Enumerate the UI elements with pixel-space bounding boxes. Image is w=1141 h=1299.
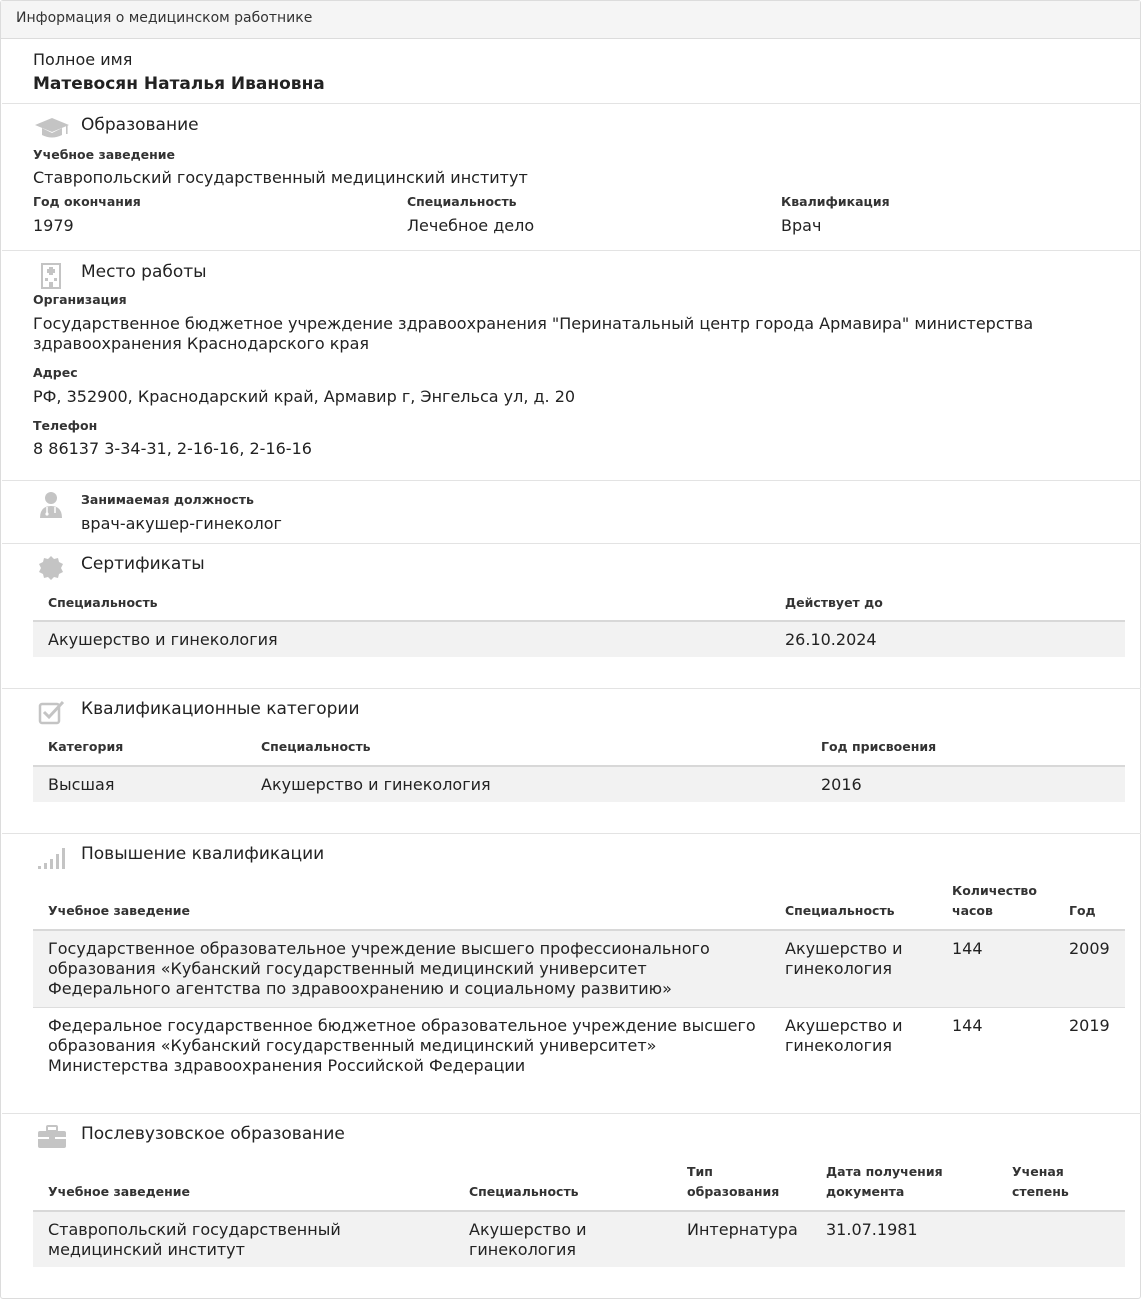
cat-header-category: Категория xyxy=(48,739,124,754)
categories-title: Квалификационные категории xyxy=(81,699,360,719)
grad-year-label: Год окончания xyxy=(33,194,141,209)
pg-header-degree: Ученая степень xyxy=(1012,1164,1069,1199)
grad-year-value: 1979 xyxy=(33,216,74,235)
full-name: Матевосян Наталья Ивановна xyxy=(33,74,325,94)
tr-header-specialty: Специальность xyxy=(785,903,895,918)
row-separator xyxy=(33,1007,1125,1008)
graduation-cap-icon xyxy=(34,115,70,141)
certificates-title: Сертификаты xyxy=(81,554,205,574)
table-row xyxy=(33,767,1125,802)
divider xyxy=(2,480,1141,481)
position-label: Занимаемая должность xyxy=(81,492,254,507)
edu-specialty-label: Специальность xyxy=(407,194,517,209)
address-label: Адрес xyxy=(33,365,78,380)
address-value: РФ, 352900, Краснодарский край, Армавир г, Энгельса ул, д. 20 xyxy=(33,387,576,406)
phone-value: 8 86137 3-34-31, 2-16-16, 2-16-16 xyxy=(33,439,312,458)
tr-row1-hours: 144 xyxy=(952,939,983,958)
pg-header-date: Дата получения документа xyxy=(826,1164,943,1199)
cert-cell-valid-until: 26.10.2024 xyxy=(785,630,877,649)
divider xyxy=(2,688,1141,689)
organization-label: Организация xyxy=(33,292,127,307)
qualification-label: Квалификация xyxy=(781,194,890,209)
hospital-building-icon xyxy=(39,261,63,289)
signal-bars-icon xyxy=(37,844,67,870)
doctor-icon xyxy=(38,491,64,519)
tr-row1-institution: Государственное образовательное учреждение высшего профессионального образования «Кубанский государственный медицинский университет Федерального агентства по здравоохранению и социальному развитию» xyxy=(48,939,710,998)
tr-header-hours: Количество часов xyxy=(952,883,1037,918)
training-title: Повышение квалификации xyxy=(81,844,325,864)
cert-cell-specialty: Акушерство и гинекология xyxy=(48,630,278,649)
tr-row1-year: 2009 xyxy=(1069,939,1110,958)
briefcase-icon xyxy=(37,1124,67,1150)
tr-row1-specialty: Акушерство и гинекология xyxy=(785,939,903,978)
education-title: Образование xyxy=(81,115,199,135)
full-name-label: Полное имя xyxy=(33,50,133,69)
divider xyxy=(2,833,1141,834)
panel-title: Информация о медицинском работнике xyxy=(1,1,1140,39)
pg-header-type: Тип образования xyxy=(687,1164,780,1199)
work-title: Место работы xyxy=(81,262,207,282)
certificate-seal-icon xyxy=(38,555,64,581)
qualification-value: Врач xyxy=(781,216,822,235)
phone-label: Телефон xyxy=(33,418,98,433)
institution-label: Учебное заведение xyxy=(33,147,176,162)
tr-row2-hours: 144 xyxy=(952,1016,983,1035)
tr-header-year: Год xyxy=(1069,903,1096,918)
divider xyxy=(2,103,1141,104)
pg-header-specialty: Специальность xyxy=(469,1184,579,1199)
pg-header-institution: Учебное заведение xyxy=(48,1184,191,1199)
institution-value: Ставропольский государственный медицинский институт xyxy=(33,168,528,187)
organization-value: Государственное бюджетное учреждение здравоохранения "Перинатальный центр города Армавира" министерства здравоохранения Краснодарского края xyxy=(33,314,1034,353)
cat-cell-specialty: Акушерство и гинекология xyxy=(261,775,491,794)
position-value: врач-акушер-гинеколог xyxy=(81,514,282,533)
checkbox-icon xyxy=(38,699,66,725)
divider xyxy=(2,1113,1141,1114)
postgrad-title: Послевузовское образование xyxy=(81,1124,345,1144)
divider xyxy=(2,250,1141,251)
cat-header-specialty: Специальность xyxy=(261,739,371,754)
tr-row2-specialty: Акушерство и гинекология xyxy=(785,1016,903,1055)
cat-cell-category: Высшая xyxy=(48,775,115,794)
tr-row2-year: 2019 xyxy=(1069,1016,1110,1035)
pg-cell-date: 31.07.1981 xyxy=(826,1220,918,1239)
edu-specialty-value: Лечебное дело xyxy=(407,216,535,235)
pg-cell-type: Интернатура xyxy=(687,1220,798,1239)
tr-header-institution: Учебное заведение xyxy=(48,903,191,918)
cat-cell-year: 2016 xyxy=(821,775,862,794)
pg-cell-institution: Ставропольский государственный медицинский институт xyxy=(48,1220,341,1259)
pg-cell-specialty: Акушерство и гинекология xyxy=(469,1220,587,1259)
cert-header-valid-until: Действует до xyxy=(785,595,883,610)
cert-header-specialty: Специальность xyxy=(48,595,158,610)
tr-row2-institution: Федеральное государственное бюджетное образовательное учреждение высшего образования «Кубанский государственный медицинский университет» Министерства здравоохранения Российской Федерации xyxy=(48,1016,756,1075)
divider xyxy=(2,543,1141,544)
cat-header-year: Год присвоения xyxy=(821,739,937,754)
